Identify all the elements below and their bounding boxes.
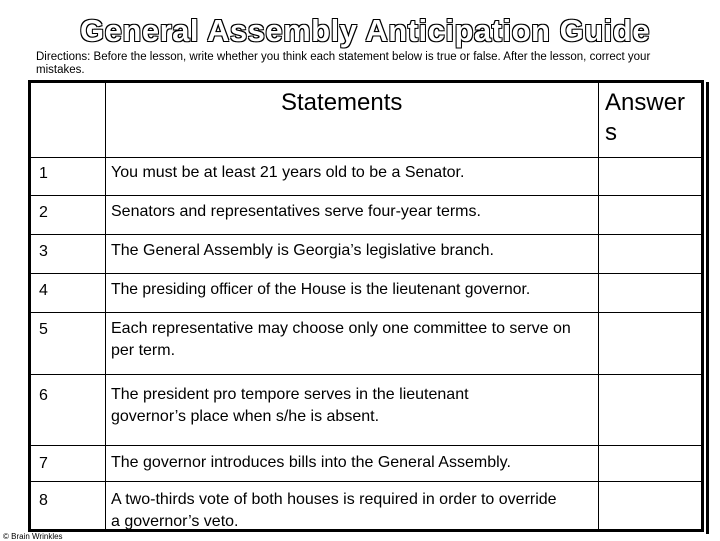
row-number: 2: [39, 204, 48, 221]
row-divider: [31, 234, 701, 235]
header-statements: Statements: [281, 89, 403, 116]
row-divider: [31, 445, 701, 446]
row-divider: [31, 312, 701, 313]
row-statement: The General Assembly is Georgia’s legislative branch.: [111, 242, 494, 259]
row-divider: [31, 195, 701, 196]
row-statement: The president pro tempore serves in the lieutenant governor’s place when s/he is absent.: [111, 386, 469, 425]
directions-label: Directions: [36, 51, 88, 63]
row-statement: Each representative may choose only one committee to serve on per term.: [111, 320, 571, 359]
row-number: 3: [39, 243, 48, 260]
row-number: 7: [39, 455, 48, 472]
directions: [36, 51, 696, 77]
header-answers: Answers: [605, 89, 686, 146]
row-divider: [31, 157, 701, 158]
row-statement: The governor introduces bills into the General Assembly.: [111, 454, 511, 471]
row-number: 5: [39, 321, 48, 338]
row-number: 1: [39, 165, 48, 182]
row-divider: [31, 273, 701, 274]
row-statement: A two-thirds vote of both houses is required in order to override a governor’s veto.: [111, 491, 557, 530]
copyright-text: © Brain Wrinkles: [3, 532, 63, 541]
anticipation-table: [28, 80, 704, 532]
directions-text: : Before the lesson, write whether you think each statement below is true or false. After the lesson, correct your mistakes.: [36, 51, 651, 76]
row-statement: The presiding officer of the House is the lieutenant governor.: [111, 281, 531, 298]
row-divider: [31, 481, 701, 482]
page-title: General Assembly Anticipation Guide: [80, 13, 650, 48]
frame-shadow-edge: [706, 82, 709, 534]
column-divider-number: [105, 83, 106, 529]
row-statement: Senators and representatives serve four-year terms.: [111, 203, 481, 220]
row-divider: [31, 374, 701, 375]
row-number: 4: [39, 282, 48, 299]
row-statement: You must be at least 21 years old to be a Senator.: [111, 164, 465, 181]
row-number: 8: [39, 492, 48, 509]
row-number: 6: [39, 387, 48, 404]
